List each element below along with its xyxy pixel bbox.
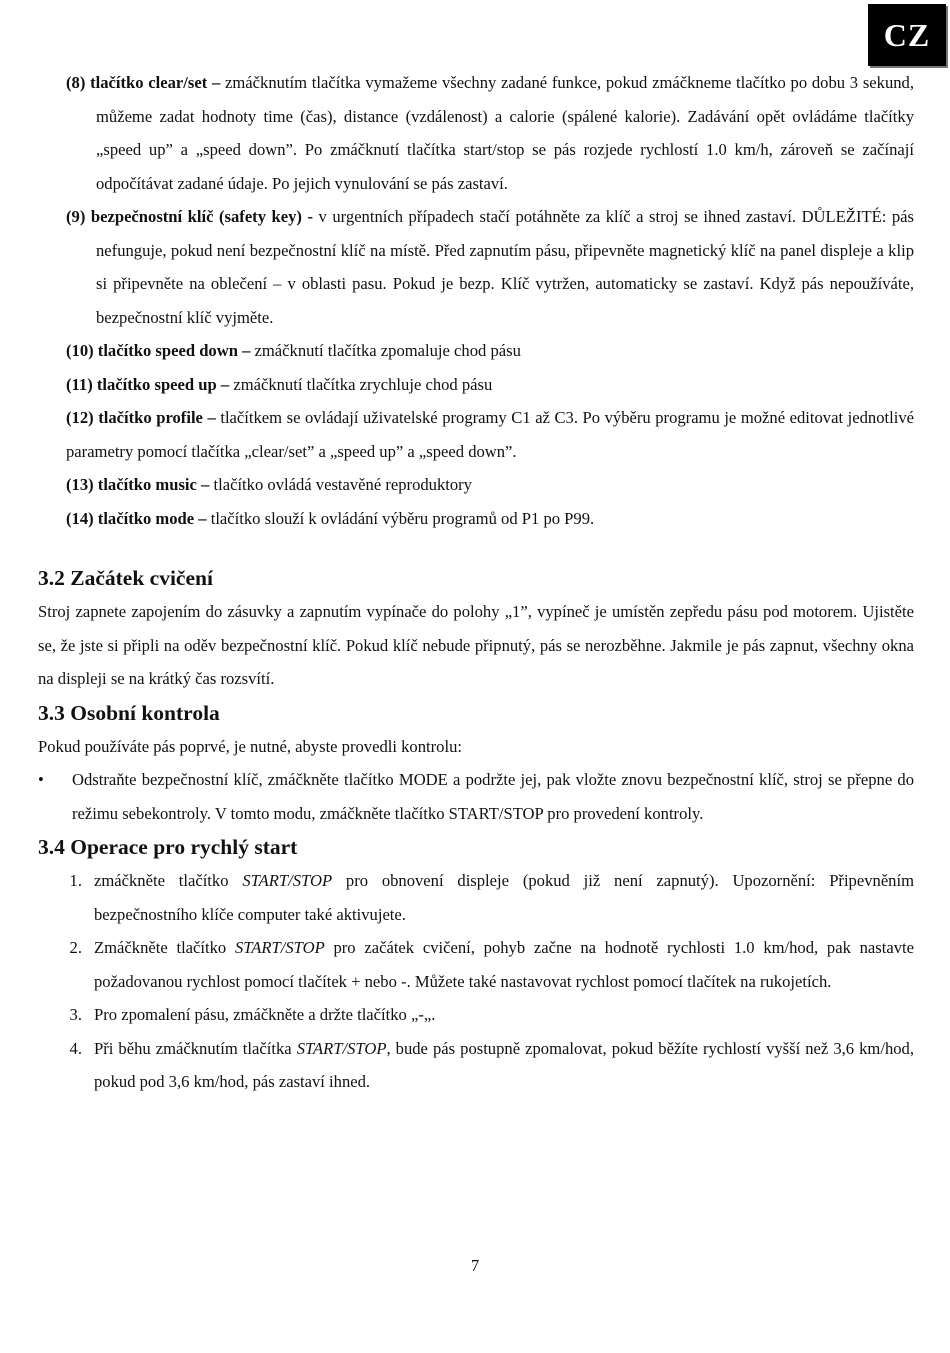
step-text	[82, 1032, 914, 1099]
step-text-em: START/STOP	[242, 871, 333, 890]
step-text	[82, 864, 914, 931]
page-content	[38, 66, 914, 1099]
item-text: v urgentních případech stačí potáhněte za klíč a stroj se ihned zastaví. DŮLEŽITÉ: pás nefunguje, pokud není bezpečnostní klíč na místě. Před zapnutím pásu, připevněte magnetický klíč na panel displeje a klip si připevněte na oblečení – v oblasti pasu. Pokud je bezp. Klíč vytržen, automaticky se zastaví. Když pás nepoužíváte, bezpečnostní klíč vyjměte.	[96, 207, 915, 327]
step-text-post: pro obnovení displeje (pokud již není zapnutý). Upozornění: Připevněním bezpečnostního klíče computer také aktivujete.	[94, 871, 914, 924]
step-text-pre: Pro zpomalení pásu, zmáčkněte a držte tlačítko „-„.	[94, 1005, 436, 1024]
step-number: 3.	[69, 1005, 82, 1024]
step-text	[82, 998, 914, 1032]
item-lead: (12) tlačítko profile –	[66, 408, 216, 427]
list-item	[38, 763, 914, 830]
step-text-em: START/STOP	[234, 938, 325, 957]
list-item	[38, 864, 914, 931]
item-lead: (11) tlačítko speed up –	[66, 374, 230, 394]
item-lead: (8) tlačítko clear/set –	[66, 73, 221, 92]
step-text	[82, 931, 914, 998]
step-text-pre: zmáčkněte tlačítko	[94, 871, 243, 890]
step-number: 2.	[69, 938, 82, 957]
step-number: 4.	[69, 1038, 82, 1058]
item-profile	[38, 401, 914, 468]
item-clear-set	[38, 66, 914, 200]
item-text: tlačítko slouží k ovládání výběru programů od P1 po P99.	[206, 508, 595, 528]
step-text-pre: Při běhu zmáčknutím tlačítka	[94, 1038, 297, 1058]
item-music	[38, 468, 914, 502]
item-text: zmáčknutí tlačítka zrychluje chod pásu	[229, 374, 493, 394]
item-mode	[38, 502, 914, 536]
list-item	[38, 1032, 914, 1099]
section-title-start-exercise: 3.2 Začátek cvičení	[38, 566, 213, 590]
bullet-marker: •	[38, 770, 44, 789]
item-lead: (9) bezpečnostní klíč (safety key) -	[66, 207, 314, 226]
step-text-post: pro začátek cvičení, pohyb začne na hodnotě rychlosti 1.0 km/hod, pak nastavte požadovanou rychlost pomocí tlačítek + nebo -. Můžete také nastavovat rychlost pomocí tlačítek na rukojetích.	[94, 938, 914, 991]
step-number: 1.	[69, 871, 82, 890]
language-badge: CZ	[868, 4, 946, 66]
item-lead: (10) tlačítko speed down –	[66, 341, 251, 360]
section-title-self-check: 3.3 Osobní kontrola	[38, 700, 220, 725]
section-text-start-exercise: Stroj zapnete zapojením do zásuvky a zapnutím vypínače do polohy „1”, vypíneč je umístěn zepředu pásu pod motorem. Ujistěte se, že jste si připli na oděv bezpečnostní klíč. Pokud klíč nebude připnutý, pás se nerozběhne. Jakmile je pás zapnut, všechny okna na displeji se na krátký čas rozsvítí.	[38, 602, 914, 688]
item-text: zmáčknutím tlačítka vymažeme všechny zadané funkce, pokud zmáčkneme tlačítko po dobu 3 sekund, můžeme zadat hodnoty time (čas), distance (vzdálenost) a calorie (spálené kalorie). Zadávání opět ovládáme tlačítky „speed up” a „speed down”. Po zmáčknutí tlačítka start/stop se pás rozjede rychlostí 1.0 km/h, zároveň se začínají odpočítávat zadané údaje. Po jejich vynulování se pás zastaví.	[96, 73, 914, 193]
list-item	[38, 998, 914, 1032]
item-speed-up	[38, 368, 914, 402]
step-text-pre: Zmáčkněte tlačítko	[94, 938, 235, 957]
item-lead: (13) tlačítko music –	[66, 475, 210, 494]
bullet-text: Odstraňte bezpečnostní klíč, zmáčkněte tlačítko MODE a podržte jej, pak vložte znovu bezpečnostní klíč, stroj se přepne do režimu sebekontroly. V tomto modu, zmáčkněte tlačítko START/STOP pro provedení kontroly.	[72, 770, 914, 823]
item-speed-down	[38, 334, 914, 368]
item-lead: (14) tlačítko mode –	[66, 508, 207, 528]
item-safety-key	[38, 200, 914, 334]
section-intro-self-check: Pokud používáte pás poprvé, je nutné, abyste provedli kontrolu:	[38, 736, 462, 756]
step-text-em: START/STOP	[296, 1038, 387, 1058]
step-text-post: , bude pás postupně zpomalovat, pokud běžíte rychlostí vyšší než 3,6 km/hod, pokud pod 3,6 km/hod, pás zastaví ihned.	[94, 1038, 914, 1091]
list-item	[38, 931, 914, 998]
section-title-quick-start: 3.4 Operace pro rychlý start	[38, 835, 298, 859]
item-text: zmáčknutí tlačítka zpomaluje chod pásu	[250, 341, 521, 360]
quick-start-steps	[38, 864, 914, 1099]
item-text: tlačítko ovládá vestavěné reproduktory	[209, 475, 472, 494]
item-text: tlačítkem se ovládají uživatelské programy C1 až C3. Po výběru programu je možné editovat jednotlivé parametry pomocí tlačítka „clear/set” a „speed up” a „speed down”.	[66, 408, 914, 461]
page-number: 7	[470, 1256, 480, 1275]
